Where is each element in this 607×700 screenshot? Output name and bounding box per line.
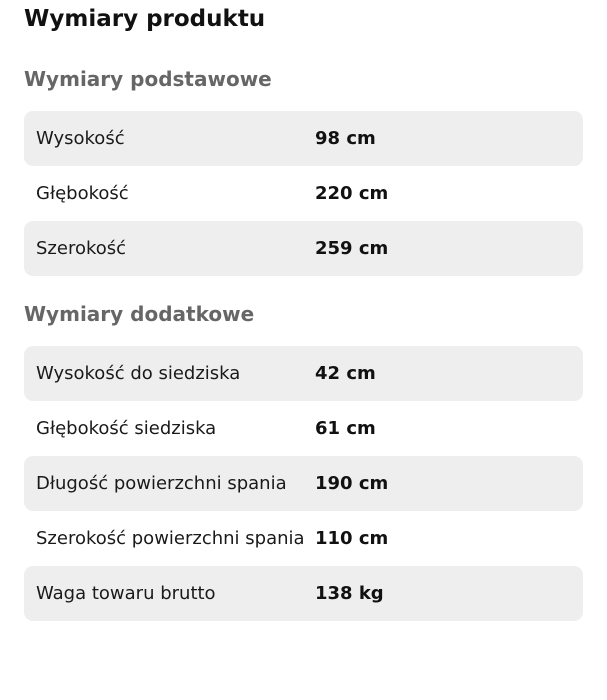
basic-dimensions-table <box>24 111 583 276</box>
table-row <box>24 566 583 621</box>
row-value: 110 cm <box>315 528 389 549</box>
row-label: Szerokość powierzchni spania <box>36 528 305 549</box>
row-value: 42 cm <box>315 363 376 384</box>
table-row <box>24 511 583 566</box>
table-row <box>24 166 583 221</box>
row-label: Waga towaru brutto <box>36 583 216 604</box>
row-label: Wysokość do siedziska <box>36 363 241 384</box>
table-row <box>24 401 583 456</box>
table-row <box>24 111 583 166</box>
section-heading-additional: Wymiary dodatkowe <box>24 302 255 326</box>
row-label: Głębokość <box>36 183 129 204</box>
row-value: 259 cm <box>315 238 389 259</box>
page-title: Wymiary produktu <box>24 6 266 32</box>
table-row <box>24 346 583 401</box>
table-row <box>24 456 583 511</box>
additional-dimensions-table <box>24 346 583 621</box>
row-label: Szerokość <box>36 238 127 259</box>
row-value: 138 kg <box>315 583 384 604</box>
row-value: 190 cm <box>315 473 389 494</box>
row-label: Głębokość siedziska <box>36 418 217 439</box>
row-label: Wysokość <box>36 128 125 149</box>
row-label: Długość powierzchni spania <box>36 473 287 494</box>
section-heading-basic: Wymiary podstawowe <box>24 67 272 91</box>
row-value: 220 cm <box>315 183 389 204</box>
table-row <box>24 221 583 276</box>
row-value: 61 cm <box>315 418 376 439</box>
row-value: 98 cm <box>315 128 376 149</box>
